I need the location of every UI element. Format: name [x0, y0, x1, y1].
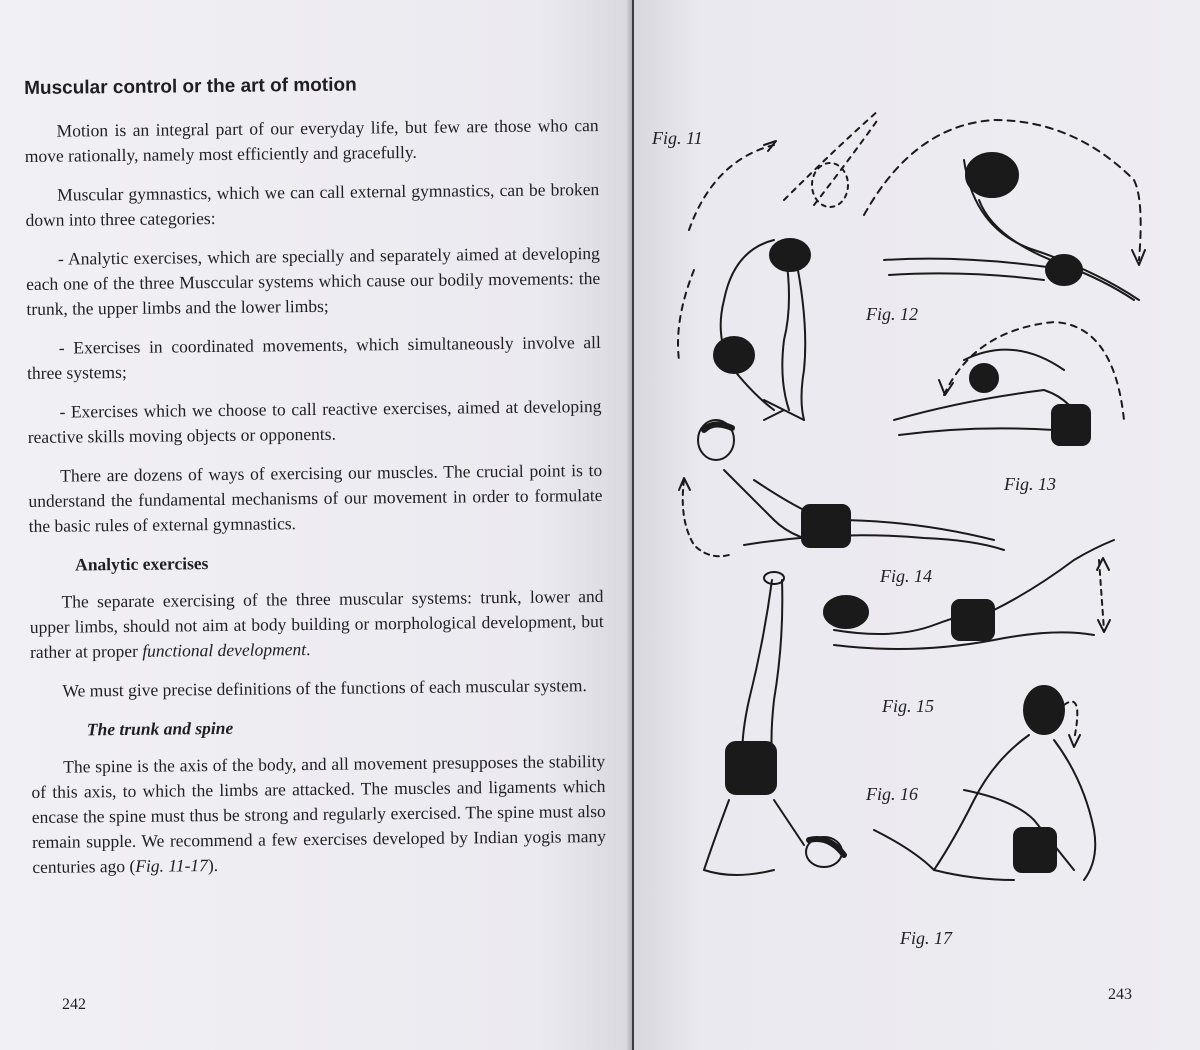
- paragraph-2: Muscular gymnastics, which we can call external gymnastics, can be broken down into three categories:: [25, 178, 600, 230]
- right-page: [634, 0, 1200, 1050]
- figure-12-drawing: [864, 120, 1145, 300]
- figure-11-label: Fig. 11: [652, 128, 703, 148]
- paragraph-9-end: ).: [207, 855, 219, 876]
- figure-14-label: Fig. 14: [880, 566, 932, 586]
- paragraph-3: - Analytic exercises, which are specially and separately aimed at developing each one of the three Musccular systems which cause our bodily movements: the trunk, the upper limbs and the lower limbs;: [26, 242, 601, 319]
- paragraph-7-end: .: [305, 639, 311, 660]
- figure-11-drawing: [678, 110, 879, 420]
- figure-13-label: Fig. 13: [1004, 474, 1056, 494]
- exercise-illustrations: [634, 0, 1200, 1050]
- subheading-analytic: Analytic exercises: [75, 553, 209, 575]
- paragraph-7-emphasis: functional development: [142, 639, 307, 661]
- paragraph-7-text: The separate exercising of the three muscular systems: trunk, lower and upper limbs, should not aim at body building or morphological development, but rather at proper: [29, 585, 604, 662]
- figure-15-label: Fig. 15: [882, 696, 934, 716]
- paragraph-6: There are dozens of ways of exercising our muscles. The crucial point is to understand the fundamental mechanisms of our movement in order to formulate the basic rules of external gymnastics.: [28, 459, 603, 536]
- paragraph-9: [31, 749, 606, 880]
- figure-14-drawing: [679, 420, 1004, 556]
- figure-13-drawing: [894, 322, 1124, 445]
- paragraph-9-text: The spine is the axis of the body, and all movement presupposes the stability of this axis, to which the limbs are attacked. The muscles and ligaments which encase the spine must thus be strong and regularly exercised. The spine must also remain supple. We recommend a few exercises developed by Indian yogis many centuries ago (: [31, 750, 607, 877]
- paragraph-5: - Exercises which we choose to call reactive exercises, aimed at developing reactive skills moving objects or opponents.: [27, 395, 602, 447]
- paragraph-8: We must give precise definitions of the functions of each muscular system.: [62, 675, 587, 701]
- figure-16-drawing: [704, 572, 844, 875]
- figure-15-drawing: [824, 540, 1114, 649]
- subheading-trunk-spine: The trunk and spine: [86, 717, 234, 740]
- paragraph-4: - Exercises in coordinated movements, which simultaneously involve all three systems;: [27, 331, 601, 383]
- left-page-text: [24, 70, 607, 894]
- figure-16-label: Fig. 16: [866, 784, 918, 804]
- paragraph-9-emphasis: Fig. 11-17: [135, 855, 208, 876]
- paragraph-1: Motion is an integral part of our everyday life, but few are those who can move rationally, namely most efficiently and gracefully.: [24, 114, 599, 166]
- paragraph-7: [29, 584, 604, 665]
- page-number-right: 243: [1108, 986, 1132, 1003]
- section-heading: Muscular control or the art of motion: [24, 74, 357, 99]
- page-number-left: 242: [62, 996, 86, 1013]
- figure-12-label: Fig. 12: [866, 304, 918, 324]
- figure-17-label: Fig. 17: [900, 928, 952, 948]
